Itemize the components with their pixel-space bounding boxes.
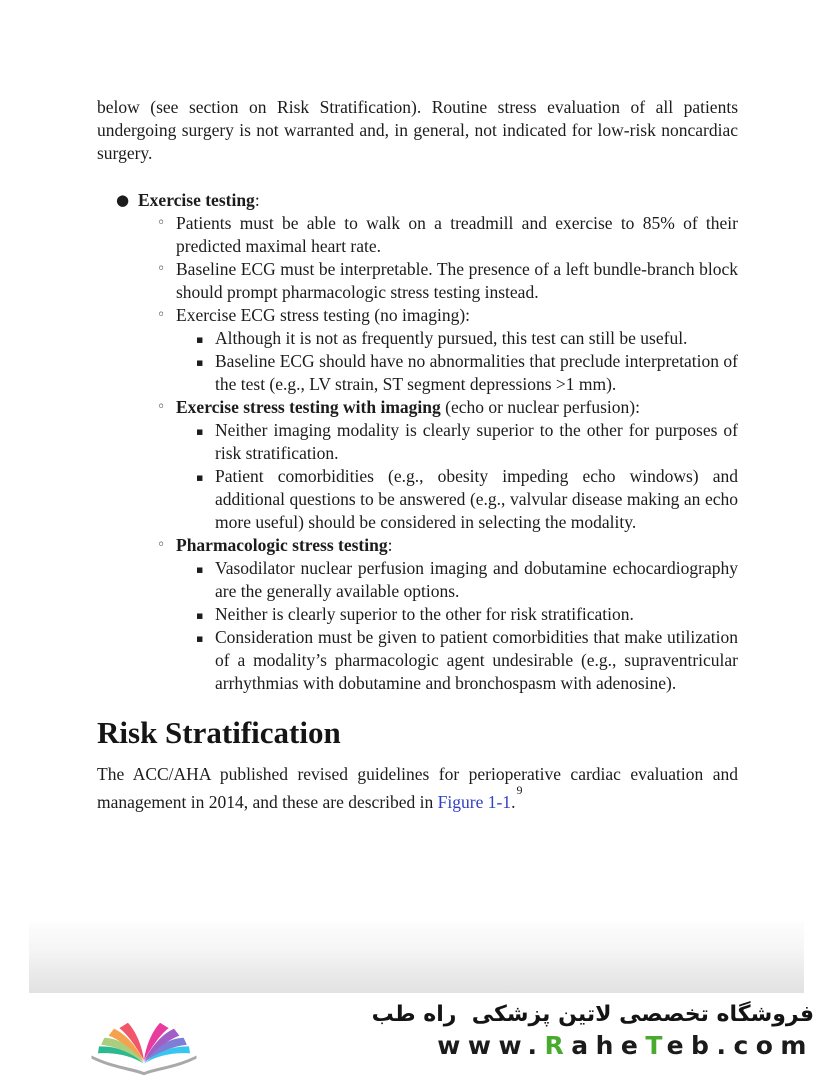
list-item bbox=[97, 189, 738, 695]
bullet-square-icon: ▪ bbox=[196, 425, 204, 438]
list-item-label: Pharmacologic stress testing bbox=[176, 535, 388, 555]
intro-paragraph: below (see section on Risk Stratification). Routine stress evaluation of all patients undergoing surgery is not warranted and, in general, not indicated for low-risk noncardiac surgery. bbox=[97, 97, 738, 163]
bullet-square-icon: ▪ bbox=[196, 563, 204, 576]
list-item bbox=[176, 419, 738, 465]
list-item bbox=[138, 258, 738, 304]
footnote-reference: 9 bbox=[516, 783, 523, 797]
closing-paragraph-text: The ACC/AHA published revised guidelines for perioperative cardiac evaluation and management in 2014, and these are described in bbox=[97, 764, 738, 812]
bullet-square-icon: ▪ bbox=[196, 333, 204, 346]
url-segment: ahe bbox=[571, 1031, 646, 1060]
list-item-label-suffix: (echo or nuclear perfusion): bbox=[440, 397, 640, 417]
list-item-text: Patients must be able to walk on a treadmill and exercise to 85% of their predicted maximal heart rate. bbox=[176, 213, 738, 256]
bullet-circle-icon: ◦ bbox=[157, 399, 166, 415]
list-item-label-suffix: : bbox=[387, 535, 393, 555]
list-item bbox=[176, 465, 738, 534]
list-item-text: Patient comorbidities (e.g., obesity impeding echo windows) and additional questions to be answered (e.g., valvular disease making an echo more useful) should be considered in selecting the modality. bbox=[215, 466, 738, 532]
closing-paragraph bbox=[97, 763, 738, 814]
list-item-text: Neither imaging modality is clearly superior to the other for purposes of risk stratification. bbox=[215, 420, 738, 463]
list-item bbox=[138, 212, 738, 258]
bullet-circle-icon: ◦ bbox=[157, 537, 166, 553]
bullet-circle-icon: ◦ bbox=[157, 215, 166, 231]
list-item bbox=[176, 350, 738, 396]
watermark-text-block bbox=[372, 1002, 814, 1060]
list-item-text: Consideration must be given to patient comorbidities that make utilization of a modality’s pharmacologic agent undesirable (e.g., supraventricular arrhythmias with dobutamine and bronchospasm with adenosine). bbox=[215, 627, 738, 693]
list-item bbox=[138, 304, 738, 396]
url-segment-green: T bbox=[645, 1031, 667, 1060]
list-item bbox=[176, 557, 738, 603]
bullet-circle-icon: ◦ bbox=[157, 261, 166, 277]
sentence-period: . bbox=[511, 791, 516, 812]
url-segment-green: R bbox=[544, 1031, 572, 1060]
bullet-square-icon: ▪ bbox=[196, 471, 204, 484]
list-item-text: Exercise ECG stress testing (no imaging): bbox=[176, 305, 471, 325]
bullet-disc-icon: ● bbox=[116, 191, 130, 209]
exercise-testing-list bbox=[97, 189, 738, 695]
list-item bbox=[138, 534, 738, 695]
list-item-label: Exercise stress testing with imaging bbox=[176, 397, 441, 417]
exercise-testing-sublist bbox=[138, 212, 738, 695]
pharmacologic-sublist bbox=[176, 557, 738, 695]
list-item bbox=[138, 396, 738, 534]
list-item-text: Baseline ECG must be interpretable. The presence of a left bundle-branch block should prompt pharmacologic stress testing instead. bbox=[176, 259, 738, 302]
list-item-text: Although it is not as frequently pursued, this test can still be useful. bbox=[215, 328, 688, 348]
list-item bbox=[176, 626, 738, 695]
list-item-label: Exercise testing bbox=[138, 190, 255, 210]
page-content bbox=[97, 96, 738, 814]
logo-book-base bbox=[92, 1055, 197, 1075]
url-segment: www. bbox=[437, 1031, 545, 1060]
website-url bbox=[437, 1031, 814, 1060]
list-item bbox=[176, 603, 738, 626]
list-item bbox=[176, 327, 738, 350]
list-item-text: Baseline ECG should have no abnormalities that preclude interpretation of the test (e.g., LV strain, ST segment depressions >1 mm). bbox=[215, 351, 738, 394]
url-segment: eb.com bbox=[666, 1031, 814, 1060]
stress-with-imaging-sublist bbox=[176, 419, 738, 534]
store-name-farsi: فروشگاه تخصصی لاتین پزشکی راه طب bbox=[371, 1002, 814, 1027]
ecg-no-imaging-sublist bbox=[176, 327, 738, 396]
bullet-square-icon: ▪ bbox=[196, 609, 204, 622]
page-bottom-shadow bbox=[29, 922, 804, 993]
bullet-square-icon: ▪ bbox=[196, 356, 204, 369]
figure-1-1-link[interactable]: Figure 1-1 bbox=[437, 791, 512, 812]
list-item-text: Vasodilator nuclear perfusion imaging and dobutamine echocardiography are the generally available options. bbox=[215, 558, 738, 601]
bullet-square-icon: ▪ bbox=[196, 632, 204, 645]
list-item-label-suffix: : bbox=[254, 190, 260, 210]
bullet-circle-icon: ◦ bbox=[157, 307, 166, 323]
list-item-text: Neither is clearly superior to the other for risk stratification. bbox=[215, 604, 634, 624]
section-heading: Risk Stratification bbox=[97, 715, 341, 750]
open-book-logo-icon bbox=[84, 1002, 204, 1080]
